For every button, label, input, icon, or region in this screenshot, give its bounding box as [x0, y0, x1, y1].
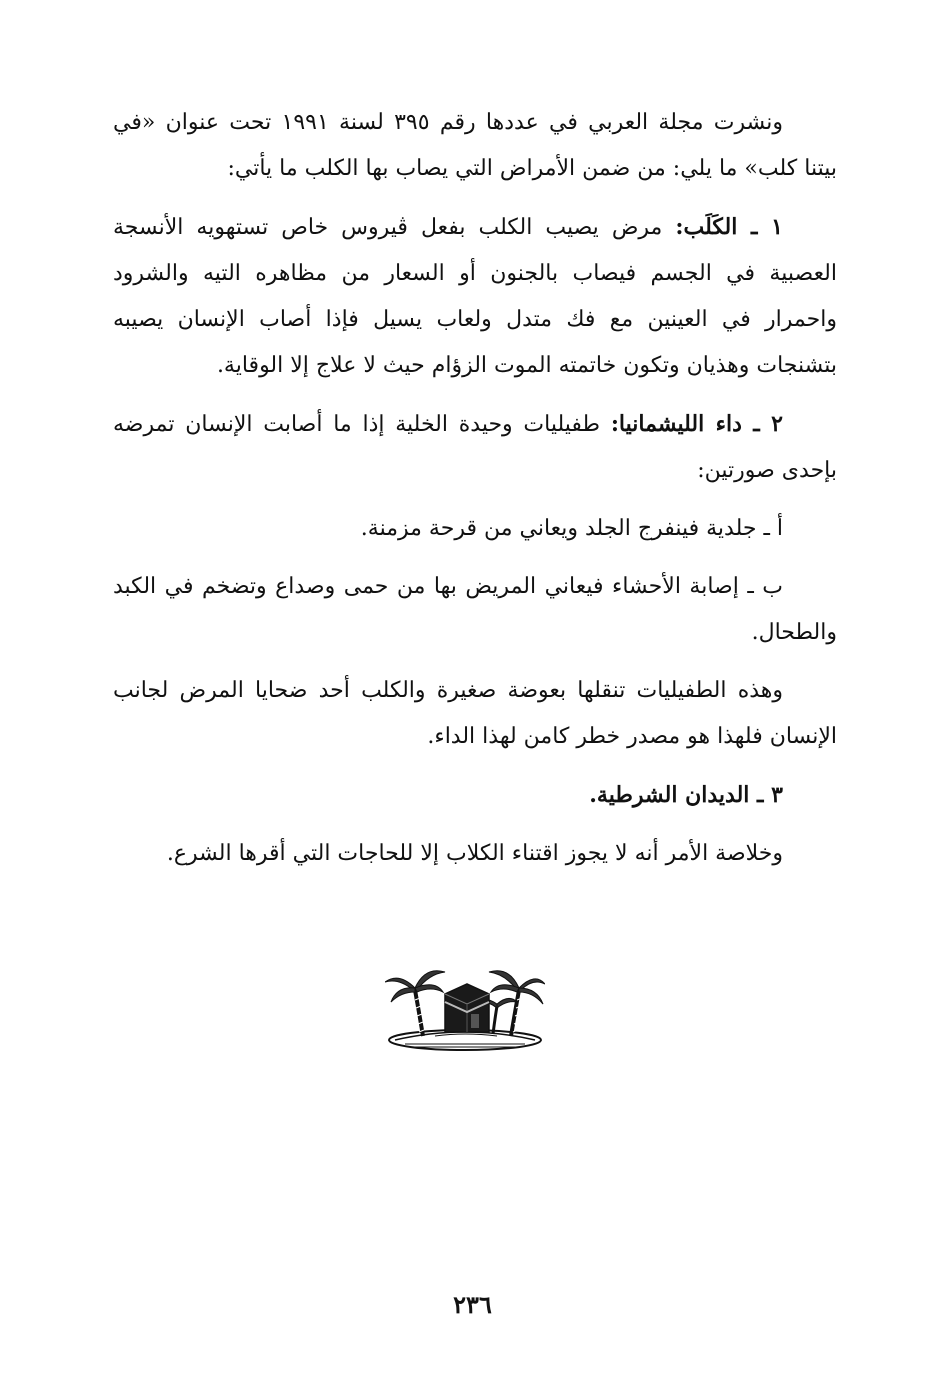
- paragraph-form-a: [113, 506, 837, 552]
- kaaba-palms-ornament-icon: [385, 962, 545, 1052]
- paragraph-intro: [113, 100, 837, 192]
- page-body-text: [113, 100, 837, 889]
- conclusion-text: وخلاصة الأمر أنه لا يجوز اقتناء الكلاب إلا للحاجات التي أقرها الشرع.: [166, 841, 783, 866]
- transmission-text: وهذه الطفيليات تنقلها بعوضة صغيرة والكلب أحد ضحايا المرض لجانب الإنسان فلهذا هو مصدر خطر كامن لهذا الداء.: [113, 678, 837, 749]
- rabies-heading: ١ ـ الكَلَب:: [675, 214, 783, 240]
- paragraph-form-b: [113, 564, 837, 656]
- paragraph-intro-text: ونشرت مجلة العربي في عددها رقم ٣٩٥ لسنة ١٩٩١ تحت عنوان «في بيتنا كلب» ما يلي: من ضمن الأمراض التي يصاب بها الكلب ما يأتي:: [113, 110, 837, 181]
- leishmania-text: طفيليات وحيدة الخلية إذا ما أصابت الإنسان تمرضه بإحدى صورتين:: [113, 412, 837, 483]
- paragraph-conclusion: [113, 831, 837, 877]
- page-number: ٢٣٦: [453, 1290, 492, 1319]
- paragraph-tapeworms: [113, 772, 837, 819]
- form-a-text: أ ـ جلدية فينفرج الجلد ويعاني من قرحة مزمنة.: [360, 516, 783, 541]
- rabies-text: مرض يصيب الكلب بفعل ڤيروس خاص تستهويه الأنسجة العصبية في الجسم فيصاب بالجنون أو السعار من مظاهره التيه والشرود واحمرار في العينين مع فك متدل ولعاب يسيل فإذا أصاب الإنسان يصيبه بتشنجات وهذيان وتكون خاتمته الموت الزؤام حيث لا علاج إلا الوقاية.: [113, 215, 837, 378]
- tapeworms-heading: ٣ ـ الديدان الشرطية.: [589, 782, 783, 808]
- paragraph-transmission: [113, 668, 837, 760]
- form-b-text: ب ـ إصابة الأحشاء فيعاني المريض بها من حمى وصداع وتضخم في الكبد والطحال.: [113, 574, 837, 645]
- paragraph-leishmania: [113, 401, 837, 494]
- leishmania-heading: ٢ ـ داء الليشمانيا:: [610, 411, 783, 437]
- paragraph-rabies: [113, 204, 837, 389]
